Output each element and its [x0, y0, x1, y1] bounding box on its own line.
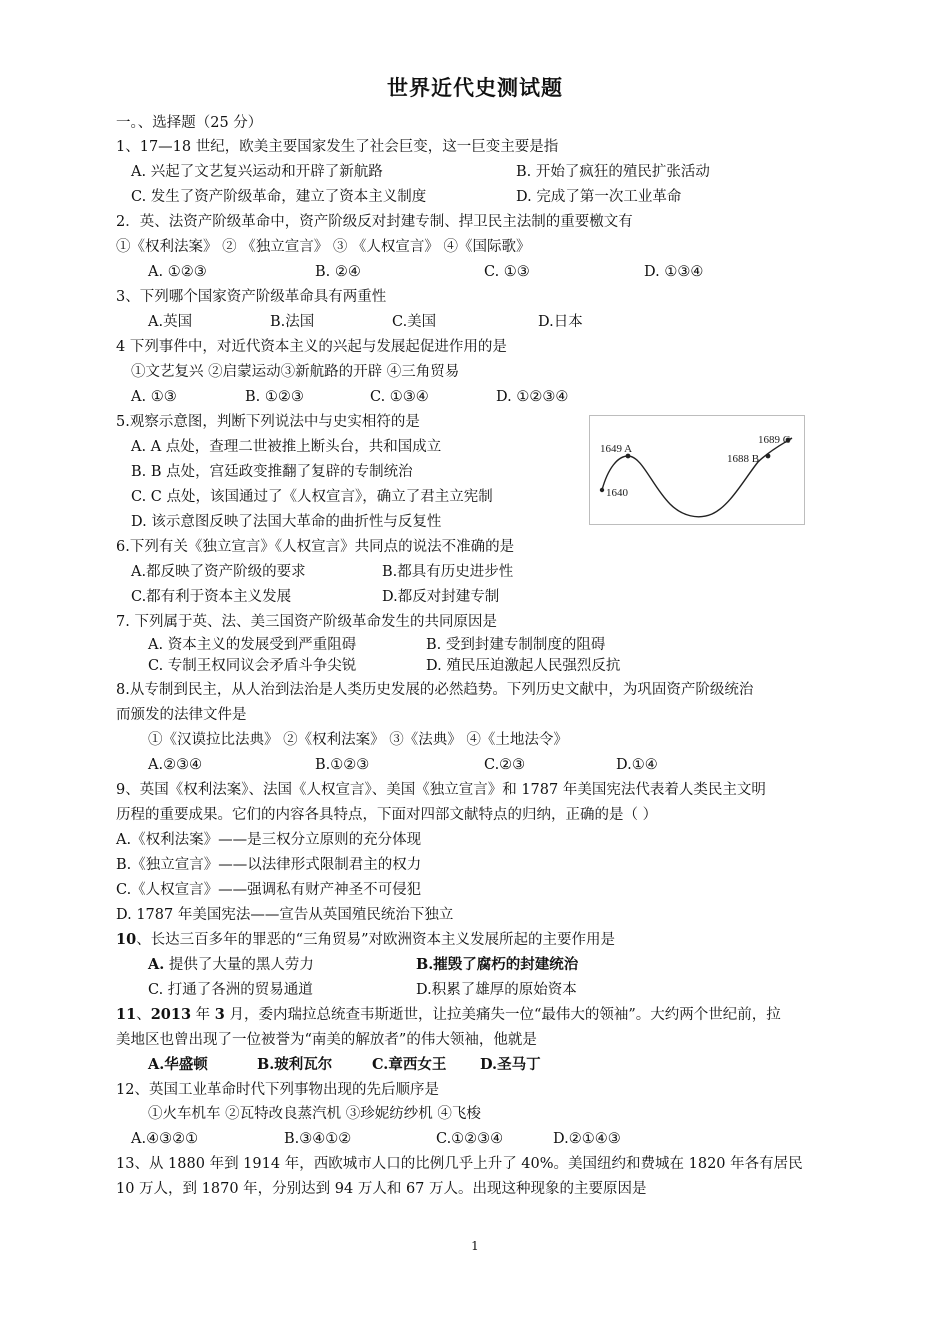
q10-option-a-letter: A. [148, 956, 165, 973]
q12-option-d: D.②①④③ [553, 1131, 621, 1147]
q1-stem: 1、17—18 世纪，欧美主要国家发生了社会巨变，这一巨变主要是指 [116, 139, 559, 155]
q11-stem-line2: 美地区也曾出现了一位被誉为“南美的解放者”的伟大领袖，他就是 [116, 1032, 537, 1048]
q11-year: 2013 [150, 1006, 192, 1023]
q11-stem [116, 1005, 781, 1025]
q6-stem: 6.下列有关《独立宣言》《人权宣言》共同点的说法不准确的是 [116, 539, 515, 555]
q7-option-d: D. 殖民压迫激起人民强烈反抗 [426, 658, 621, 674]
q7-option-a: A. 资本主义的发展受到严重阻碍 [148, 637, 357, 653]
q12-option-a: A.④③②① [131, 1131, 199, 1147]
q2-stem: 2．英、法资产阶级革命中，资产阶级反对封建专制、捍卫民主法制的重要檄文有 [116, 214, 633, 230]
q6-option-b: B.都具有历史进步性 [382, 564, 514, 580]
q1-option-c: C. 发生了资产阶级革命，建立了资本主义制度 [131, 189, 427, 205]
q11-stem-text: 月，委内瑞拉总统查韦斯逝世，让拉美痛失一位“最伟大的领袖”。大约两个世纪前，拉 [224, 1007, 781, 1023]
q9-option-b: B.《独立宣言》——以法律形式限制君主的权力 [116, 857, 422, 873]
label-1688-b: 1688 B [727, 453, 760, 465]
q5-diagram [589, 415, 805, 525]
q8-option-c: C.②③ [484, 757, 526, 773]
q10-option-a-text: 提供了大量的黑人劳力 [164, 957, 314, 973]
q11-option-a: A.华盛顿 [148, 1056, 208, 1073]
q4-option-d: D. ①②③④ [496, 389, 569, 405]
q8-stem-line1: 8.从专制到民主，从人治到法治是人类历史发展的必然趋势。下列历史文献中，为巩固资产阶级统治 [116, 682, 754, 698]
q2-items: ①《权利法案》 ② 《独立宣言》 ③ 《人权宣言》 ④《国际歌》 [116, 239, 531, 255]
q6-option-a: A.都反映了资产阶级的要求 [131, 564, 306, 580]
q11-option-c: C.章西女王 [372, 1056, 447, 1073]
q10-option-c: C. 打通了各洲的贸易通道 [148, 982, 313, 998]
q7-option-b: B. 受到封建专制制度的阻碍 [426, 637, 606, 653]
q9-stem-line2: 历程的重要成果。它们的内容各具特点，下面对四部文献特点的归纳，正确的是（ ） [116, 807, 658, 823]
q1-option-d: D. 完成了第一次工业革命 [516, 189, 682, 205]
q10-stem-text: 、长达三百多年的罪恶的“三角贸易”对欧洲资本主义发展所起的主要作用是 [136, 932, 616, 948]
q10-number: 10 [116, 931, 137, 948]
point-b-marker [766, 454, 771, 459]
q12-option-b: B.③④①② [284, 1131, 352, 1147]
q3-option-b: B.法国 [270, 314, 315, 330]
q2-option-a: A. ①②③ [148, 264, 207, 280]
q3-option-a: A.英国 [148, 314, 193, 330]
q12-stem: 12、英国工业革命时代下列事物出现的先后顺序是 [116, 1082, 439, 1098]
q11-month: 3 [214, 1006, 225, 1023]
q2-option-d: D. ①③④ [644, 264, 704, 280]
q10-option-a [148, 955, 314, 975]
section-heading: 一。、选择题（25 分） [116, 115, 263, 131]
q11-year-unit: 年 [191, 1007, 215, 1023]
q8-option-a: A.②③④ [148, 757, 203, 773]
q9-option-c: C.《人权宣言》——强调私有财产神圣不可侵犯 [116, 882, 422, 898]
q4-stem: 4 下列事件中，对近代资本主义的兴起与发展起促进作用的是 [116, 339, 507, 355]
q11-option-b: B.玻利瓦尔 [257, 1056, 333, 1073]
q13-stem-line1: 13、从 1880 年到 1914 年，西欧城市人口的比例几乎上升了 40%。美国纽约和费城在 1820 年各有居民 [116, 1156, 803, 1172]
q5-option-b: B. B 点处，宫廷政变推翻了复辟的专制统治 [131, 464, 413, 480]
q5-diagram-svg [590, 416, 804, 524]
q12-option-c: C.①②③④ [436, 1131, 504, 1147]
q10-option-d: D.积累了雄厚的原始资本 [416, 982, 577, 998]
q3-option-c: C.美国 [392, 314, 437, 330]
q3-stem: 3、下列哪个国家资产阶级革命具有两重性 [116, 289, 387, 305]
q7-stem: 7. 下列属于英、法、美三国资产阶级革命发生的共同原因是 [116, 614, 497, 630]
q10-option-b: B.摧毁了腐朽的封建统治 [416, 956, 579, 973]
q7-option-c: C. 专制王权同议会矛盾斗争尖锐 [148, 658, 357, 674]
q2-option-c: C. ①③ [484, 264, 530, 280]
q5-option-d: D. 该示意图反映了法国大革命的曲折性与反复性 [131, 514, 442, 530]
page-title: 世界近代史测试题 [387, 75, 563, 100]
q5-option-c: C. C 点处，该国通过了《人权宣言》，确立了君主立宪制 [131, 489, 493, 505]
page-number: 1 [471, 1239, 479, 1253]
q9-option-d: D. 1787 年美国宪法——宣告从英国殖民统治下独立 [116, 907, 454, 923]
q9-option-a: A.《权利法案》——是三权分立原则的充分体现 [116, 832, 422, 848]
label-1689-c: 1689 C [758, 434, 791, 446]
label-1649-a: 1649 A [600, 443, 633, 455]
q13-stem-line2: 10 万人，到 1870 年，分别达到 94 万人和 67 万人。出现这种现象的主要原因是 [116, 1181, 647, 1197]
q5-option-a: A. A 点处，查理二世被推上断头台，共和国成立 [131, 439, 442, 455]
point-1640-marker [600, 488, 604, 492]
q12-items: ①火车机车 ②瓦特改良蒸汽机 ③珍妮纺纱机 ④飞梭 [148, 1106, 481, 1122]
q3-option-d: D.日本 [538, 314, 583, 330]
q8-option-d: D.①④ [616, 757, 658, 773]
label-1640: 1640 [606, 487, 628, 499]
q11-option-d: D.圣马丁 [480, 1056, 541, 1073]
q4-option-a: A. ①③ [131, 389, 177, 405]
q11-number: 11 [116, 1006, 137, 1023]
q4-option-b: B. ①②③ [245, 389, 304, 405]
q6-option-d: D.都反对封建专制 [382, 589, 500, 605]
q4-items: ①文艺复兴 ②启蒙运动③新航路的开辟 ④三角贸易 [131, 364, 460, 380]
q1-option-b: B. 开始了疯狂的殖民扩张活动 [516, 164, 710, 180]
q4-option-c: C. ①③④ [370, 389, 429, 405]
q8-option-b: B.①②③ [315, 757, 370, 773]
q9-stem-line1: 9、英国《权利法案》、法国《人权宣言》、美国《独立宣言》和 1787 年美国宪法代表着人类民主文明 [116, 782, 766, 798]
q6-option-c: C.都有利于资本主义发展 [131, 589, 292, 605]
q1-option-a: A. 兴起了文艺复兴运动和开辟了新航路 [131, 164, 383, 180]
q8-stem-line2: 而颁发的法律文件是 [116, 707, 247, 723]
q11-sep: 、 [136, 1007, 151, 1023]
q8-items: ①《汉谟拉比法典》 ②《权利法案》 ③《法典》 ④《土地法令》 [148, 732, 568, 748]
q5-stem: 5.观察示意图，判断下列说法中与史实相符的是 [116, 414, 420, 430]
q10-stem [116, 930, 615, 950]
q2-option-b: B. ②④ [315, 264, 361, 280]
